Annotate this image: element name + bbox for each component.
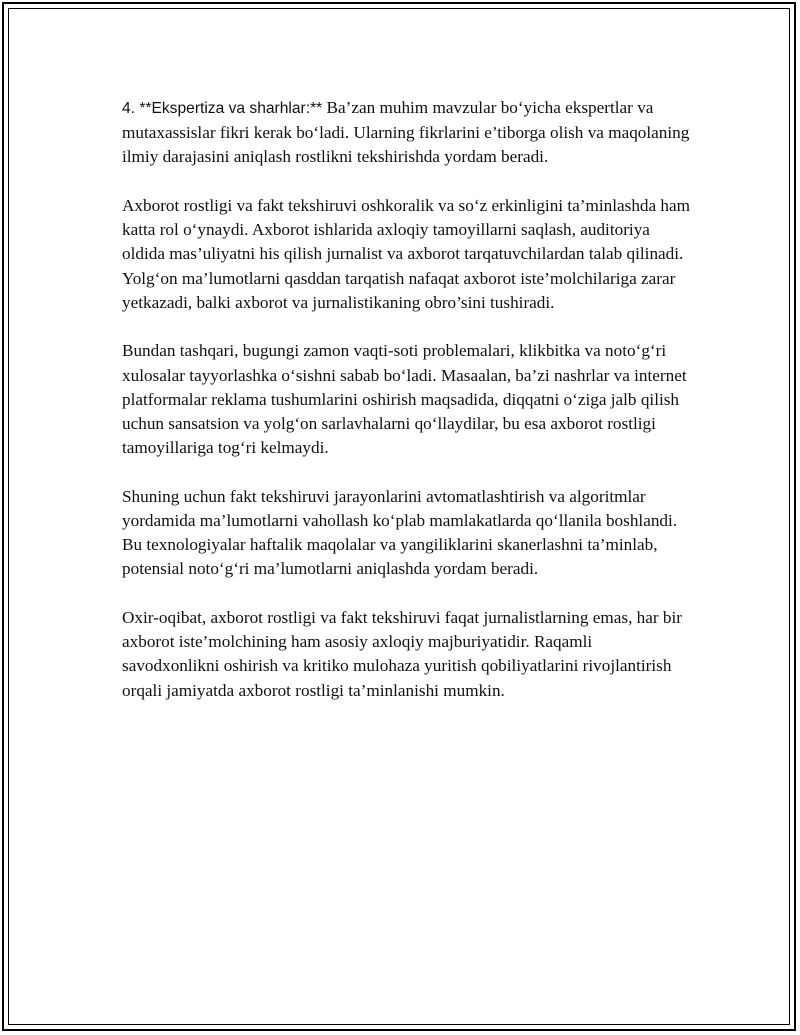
paragraph-expertise [122,96,692,170]
paragraph-automation: Shuning uchun fakt tekshiruvi jarayonlarini avtomatlashtirish va algoritmlar yordamida ma’lumotlarni vahollash ko‘plab mamlakatlarda qo‘llanila boshlandi. Bu texnologiyalar haftalik maqolalar va yangiliklarini skanerlashni ta’minlab, potensial noto‘g‘ri ma’lumotlarni aniqlashda yordam beradi. [122,486,678,579]
paragraph-transparency: Axborot rostligi va fakt tekshiruvi oshkoralik va so‘z erkinligini ta’minlashda ham katta rol o‘ynaydi. Axborot ishlarida axloqiy tamoyillarni saqlash, auditoriya oldida mas’uliyatni his qilish jurnalist va axborot tarqatuvchilardan talab qilinadi. Yolg‘on ma’lumotlarni qasddan tarqatish nafaqat axborot iste’molchilariga zarar yetkazadi, balki axborot va jurnalistikaning obro’sini tushiradi. [122,196,691,312]
document-body [122,96,692,727]
page-border [2,2,796,1031]
paragraph-conclusion: Oxir-oqibat, axborot rostligi va fakt tekshiruvi faqat jurnalistlarning emas, har bir axborot iste’molchining ham asosiy axloqiy majburiyatidir. Raqamli savodxonlikni oshirish va kritiko mulohaza yuritish qobiliyatlarini rivojlantirish orqali jamiyatda axborot rostligi ta’minlanishi mumkin. [122,608,683,700]
paragraph-lead-in: 4. **Ekspertiza va sharhlar:** [122,100,323,117]
paragraph-text: Ba’zan muhim mavzular bo‘yicha ekspertlar va mutaxassislar fikri kerak bo‘ladi. Ularning fikrlarini e’tiborga olish va maqolaning ilmiy darajasini aniqlash rostlikni tekshirishda yordam beradi. [122,98,690,167]
paragraph-clickbait: Bundan tashqari, bugungi zamon vaqti-soti problemalari, klikbitka va noto‘g‘ri xulosalar tayyorlashka o‘sishni sabab bo‘ladi. Masaalan, ba’zi nashrlar va internet platformalar reklama tushumlarini oshirish maqsadida, diqqatni o‘ziga jalb qilish uchun sansatsion va yolg‘on sarlavhalarni qo‘llaydilar, bu esa axborot rostligi tamoyillariga tog‘ri kelmaydi. [122,341,687,458]
